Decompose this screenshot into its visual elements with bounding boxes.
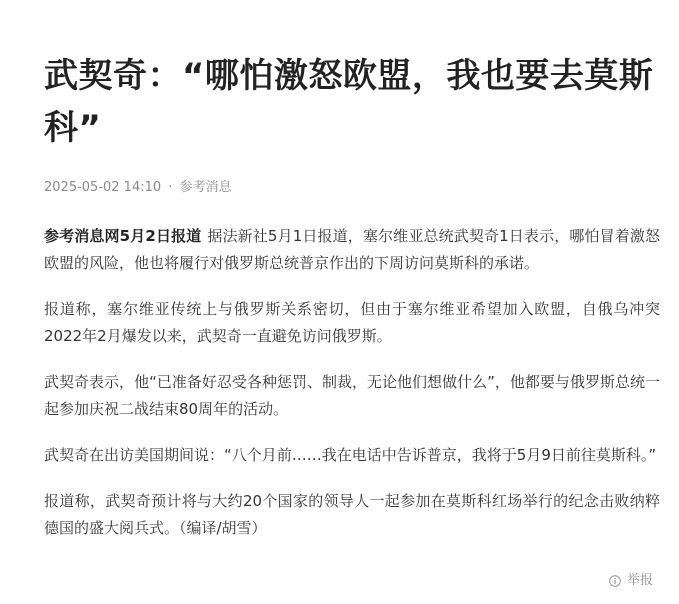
report-button[interactable] [609,572,653,590]
article-paragraph [44,223,660,277]
publish-date: 2025-05-02 14:10 [44,180,162,195]
paragraph-text: 报道称，塞尔维亚传统上与俄罗斯关系密切，但由于塞尔维亚希望加入欧盟，自俄乌冲突2022年2月爆发以来，武契奇一直避免访问俄罗斯。 [44,300,660,345]
article-paragraph [44,488,660,542]
paragraph-text: 报道称，武契奇预计将与大约20个国家的领导人一起参加在莫斯科红场举行的纪念击败纳粹德国的盛大阅兵式。（编译/胡雪） [44,492,660,537]
paragraph-text: 武契奇在出访美国期间说：“八个月前……我在电话中告诉普京，我将于5月9日前往莫斯科。” [44,446,657,464]
meta-separator: · [168,180,173,195]
dateline: 参考消息网5月2日报道 [44,227,202,245]
source-label: 参考消息 [179,180,232,195]
article-paragraph [44,296,660,350]
report-label: 举报 [626,573,653,588]
article [44,0,660,561]
info-circle-icon [609,575,621,587]
article-title: 武契奇：“哪怕激怒欧盟，我也要去莫斯科” [44,56,654,148]
article-paragraph [44,369,660,423]
paragraph-text: 据法新社5月1日报道，塞尔维亚总统武契奇1日表示，哪怕冒着激怒欧盟的风险，他也将履行对俄罗斯总统普京作出的下周访问莫斯科的承诺。 [44,227,661,272]
article-meta [44,179,660,197]
paragraph-text: 武契奇表示，他“已准备好忍受各种惩罚、制裁，无论他们想做什么”，他都要与俄罗斯总统一起参加庆祝二战结束80周年的活动。 [44,373,660,418]
article-paragraph [44,442,660,469]
article-body [44,223,660,542]
